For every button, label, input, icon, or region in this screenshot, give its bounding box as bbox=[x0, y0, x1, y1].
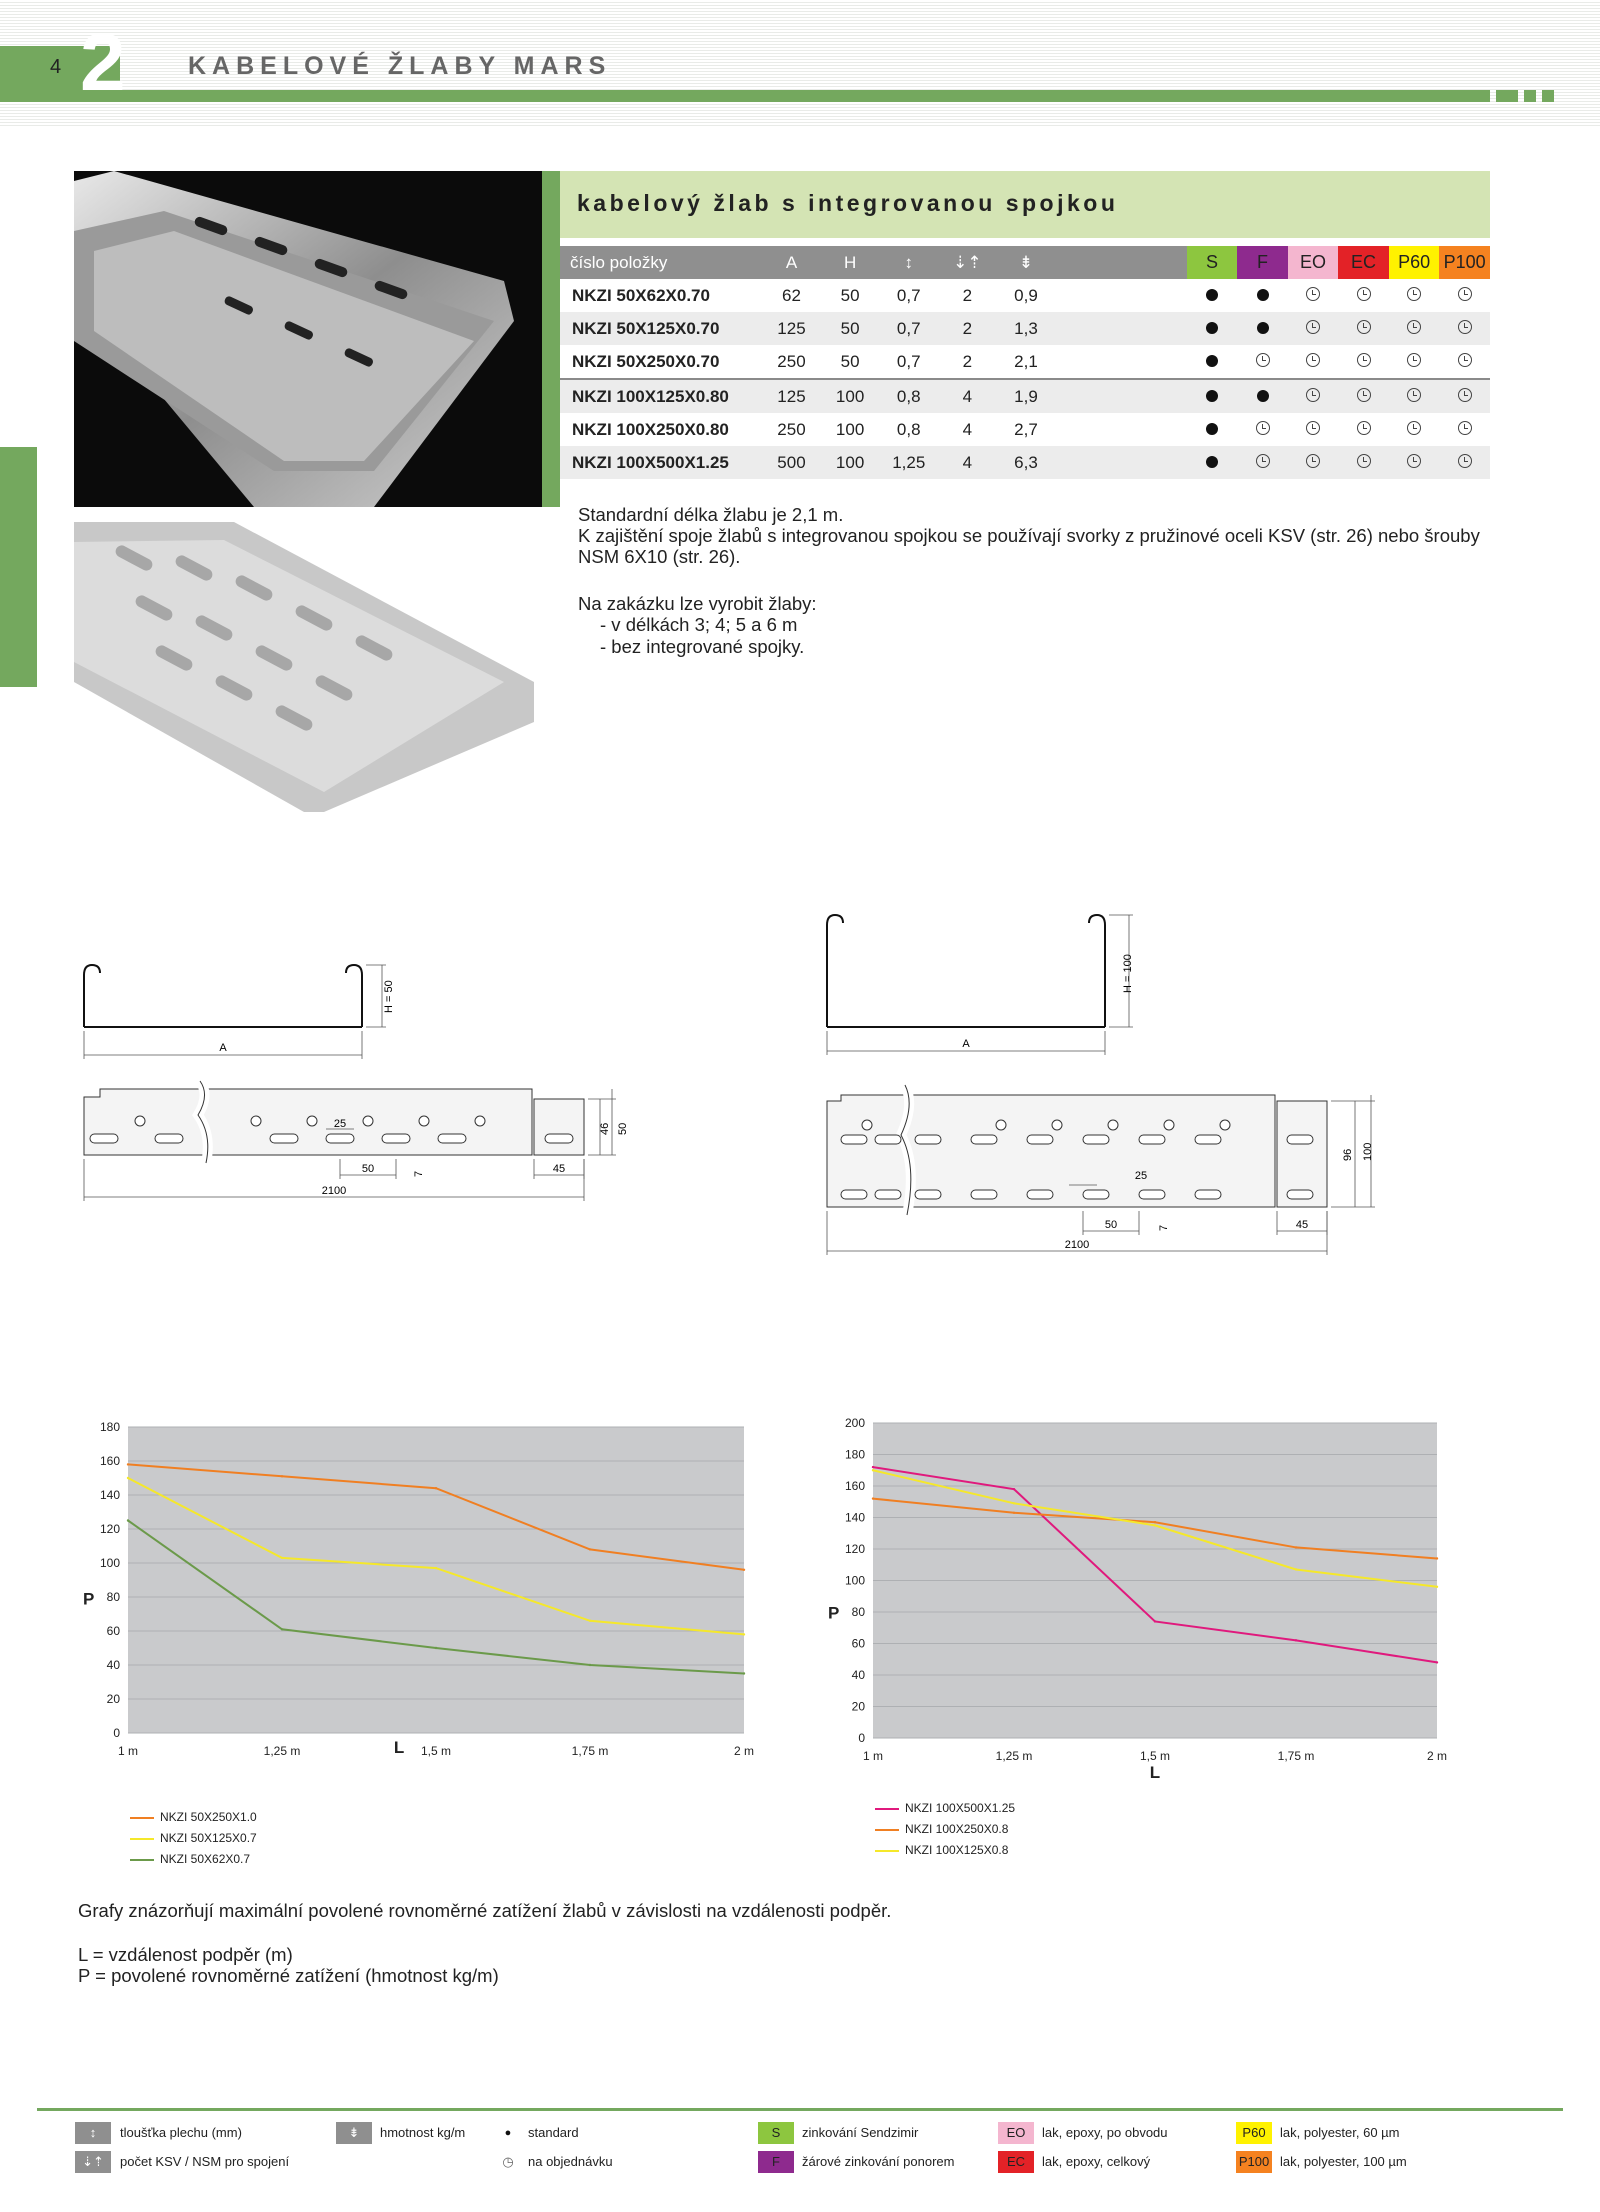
photo-green-strip bbox=[542, 171, 560, 507]
chart-caption: Grafy znázorňují maximální povolené rovnoměrné zatížení žlabů v závislosti na vzdálenosti podpěr. bbox=[78, 1900, 892, 1921]
cell-H: 50 bbox=[840, 351, 860, 371]
cell-A: 62 bbox=[782, 285, 801, 305]
finish-cell bbox=[1338, 446, 1389, 479]
finish-cell bbox=[1338, 312, 1389, 345]
data-point bbox=[872, 1469, 874, 1471]
table-row bbox=[560, 279, 1490, 312]
legend-item bbox=[875, 1801, 1015, 1815]
dim-a-label: A bbox=[962, 1038, 970, 1050]
dim-h-label: H = 50 bbox=[383, 980, 395, 1013]
order-clock-icon bbox=[1306, 454, 1320, 468]
dim-h-label: H = 100 bbox=[1122, 954, 1134, 993]
y-tick-label: 180 bbox=[844, 1447, 865, 1462]
order-clock-icon bbox=[1407, 287, 1421, 301]
drawing-left bbox=[70, 955, 630, 1215]
order-clock-icon bbox=[1306, 388, 1320, 402]
col-header-spacer bbox=[1055, 246, 1186, 279]
page-title: KABELOVÉ ŽLABY MARS bbox=[188, 52, 612, 80]
y-tick-label: 200 bbox=[844, 1416, 865, 1430]
x-axis-label: L bbox=[1149, 1763, 1161, 1782]
item-code: NKZI 50X62X0.70 bbox=[572, 285, 710, 305]
legend-label: NKZI 50X250X1.0 bbox=[160, 1810, 257, 1824]
data-point bbox=[872, 1466, 874, 1468]
item-code: NKZI 100X125X0.80 bbox=[560, 379, 762, 413]
finish-cell bbox=[1389, 312, 1440, 345]
spacer-cell bbox=[1055, 446, 1186, 479]
y-tick-label: 20 bbox=[851, 1699, 865, 1714]
legend-weight: hmotnost kg/m bbox=[380, 2125, 466, 2140]
standard-dot-icon bbox=[1206, 423, 1218, 435]
header-square bbox=[1542, 90, 1554, 102]
order-clock-icon bbox=[1407, 454, 1421, 468]
cell-m: 1,9 bbox=[997, 379, 1056, 413]
finish-cell bbox=[1237, 345, 1288, 379]
finish-cell bbox=[1439, 413, 1490, 446]
note-order-title: Na zakázku lze vyrobit žlaby: bbox=[578, 593, 817, 614]
finish-cell bbox=[1439, 379, 1490, 413]
data-point bbox=[435, 1647, 437, 1649]
finish-cell bbox=[1338, 379, 1389, 413]
finish-cell bbox=[1187, 379, 1238, 413]
order-clock-icon bbox=[1458, 388, 1472, 402]
spacer-cell bbox=[1055, 345, 1186, 379]
note-standard-length: Standardní délka žlabu je 2,1 m. bbox=[578, 504, 844, 525]
table-row bbox=[560, 312, 1490, 345]
x-tick-label: 1 m bbox=[117, 1744, 139, 1758]
standard-dot-icon: ● bbox=[504, 2127, 512, 2139]
order-clock-icon bbox=[1407, 353, 1421, 367]
finish-cell bbox=[1439, 345, 1490, 379]
x-tick-label: 2 m bbox=[733, 1744, 755, 1758]
y-tick-label: 120 bbox=[99, 1522, 120, 1536]
finish-cell bbox=[1187, 279, 1238, 312]
x-tick-label: 1,25 m bbox=[263, 1744, 301, 1758]
order-clock-icon bbox=[1407, 421, 1421, 435]
finish-eo-swatch: EO bbox=[998, 2122, 1034, 2144]
col-header-thickness: ↕ bbox=[879, 246, 938, 279]
standard-dot-icon bbox=[1206, 456, 1218, 468]
note-joint-2: NSM 6X10 (str. 26). bbox=[578, 546, 741, 567]
col-header-a: A bbox=[762, 246, 821, 279]
col-header-finish-p60: P60 bbox=[1389, 246, 1440, 279]
cell-H: 100 bbox=[821, 379, 880, 413]
side-tab bbox=[0, 447, 37, 687]
finish-cell bbox=[1389, 345, 1440, 379]
y-tick-label: 180 bbox=[99, 1420, 120, 1434]
data-point bbox=[589, 1664, 591, 1666]
finish-cell bbox=[1439, 279, 1490, 312]
dim-slot-7: 7 bbox=[413, 1170, 425, 1177]
item-code: NKZI 100X250X0.80 bbox=[572, 419, 729, 439]
header-square bbox=[1496, 90, 1518, 102]
y-tick-label: 80 bbox=[106, 1590, 120, 1604]
cell-m: 1,3 bbox=[997, 312, 1056, 345]
load-chart-h100 bbox=[820, 1405, 1520, 1795]
data-point bbox=[1154, 1524, 1156, 1526]
x-tick-label: 1,75 m bbox=[571, 1744, 609, 1758]
y-tick-label: 100 bbox=[844, 1573, 865, 1588]
note-joint-1: K zajištění spoje žlabů s integrovanou spojkou se používají svorky z pružinové oceli KSV (str. 26) nebo šrouby bbox=[578, 525, 1480, 546]
cell-A: 250 bbox=[777, 419, 806, 439]
order-clock-icon bbox=[1306, 320, 1320, 334]
table-header-row bbox=[560, 246, 1490, 279]
legend-swatch bbox=[875, 1808, 899, 1810]
legend-label: NKZI 50X125X0.7 bbox=[160, 1831, 257, 1845]
cell-m: 2,7 bbox=[1014, 419, 1038, 439]
count-icon: ⇣⇡ bbox=[75, 2151, 111, 2173]
cell-H: 50 bbox=[821, 312, 880, 345]
cell-t: 0,8 bbox=[879, 379, 938, 413]
dim-joint-45: 45 bbox=[552, 1163, 566, 1175]
y-tick-label: 140 bbox=[99, 1488, 120, 1502]
legend-thickness: tloušťka plechu (mm) bbox=[120, 2125, 242, 2140]
data-point bbox=[743, 1569, 745, 1571]
dim-height-96: 96 bbox=[1342, 1148, 1354, 1161]
cell-n: 4 bbox=[938, 446, 997, 479]
finish-cell bbox=[1187, 446, 1238, 479]
legend-finish-ec: lak, epoxy, celkový bbox=[1042, 2154, 1151, 2169]
order-clock-icon bbox=[1458, 287, 1472, 301]
finish-cell bbox=[1439, 446, 1490, 479]
standard-dot-icon bbox=[1257, 289, 1269, 301]
header-green-bar bbox=[120, 90, 1490, 102]
finish-s-swatch: S bbox=[758, 2122, 794, 2144]
cell-A: 125 bbox=[762, 312, 821, 345]
finish-cell bbox=[1288, 379, 1339, 413]
col-header-weight: ⇟ bbox=[997, 246, 1056, 279]
product-photo-light bbox=[74, 522, 542, 812]
y-tick-label: 0 bbox=[858, 1731, 865, 1745]
order-clock-icon bbox=[1256, 454, 1270, 468]
data-point bbox=[1154, 1521, 1156, 1523]
x-tick-label: 1 m bbox=[862, 1749, 884, 1763]
order-clock-icon bbox=[1357, 388, 1371, 402]
legend-swatch bbox=[130, 1859, 154, 1861]
data-point bbox=[1295, 1546, 1297, 1548]
item-code: NKZI 100X500X1.25 bbox=[560, 446, 762, 479]
order-clock-icon bbox=[1357, 421, 1371, 435]
cell-n: 2 bbox=[938, 312, 997, 345]
finish-cell bbox=[1288, 413, 1339, 446]
legend-p-definition: P = povolené rovnoměrné zatížení (hmotnost kg/m) bbox=[78, 1965, 499, 1986]
x-tick-label: 1,25 m bbox=[995, 1749, 1033, 1763]
dim-height-50: 50 bbox=[617, 1122, 629, 1135]
y-tick-label: 0 bbox=[113, 1726, 120, 1740]
finish-cell bbox=[1237, 413, 1288, 446]
data-point bbox=[743, 1633, 745, 1635]
dim-slot-7: 7 bbox=[1158, 1224, 1170, 1231]
legend-l-definition: L = vzdálenost podpěr (m) bbox=[78, 1944, 293, 1965]
y-tick-label: 60 bbox=[851, 1636, 865, 1651]
x-axis-label: L bbox=[393, 1738, 405, 1757]
legend-swatch bbox=[875, 1850, 899, 1852]
table-row bbox=[560, 345, 1490, 379]
col-header-finish-s: S bbox=[1187, 246, 1238, 279]
dim-pitch-50: 50 bbox=[361, 1163, 375, 1175]
x-tick-label: 2 m bbox=[1426, 1749, 1448, 1763]
col-header-count: ⇣⇡ bbox=[938, 246, 997, 279]
col-header-code: číslo položky bbox=[560, 246, 762, 279]
y-tick-label: 20 bbox=[106, 1692, 120, 1706]
data-point bbox=[435, 1567, 437, 1569]
legend-item bbox=[875, 1822, 1008, 1836]
legend-label: NKZI 100X500X1.25 bbox=[905, 1801, 1016, 1815]
y-axis-label: P bbox=[828, 1603, 840, 1623]
note-order-nojoint: - bez integrované spojky. bbox=[600, 636, 805, 657]
legend-finish-p100: lak, polyester, 100 µm bbox=[1280, 2154, 1407, 2169]
cell-A: 250 bbox=[777, 351, 806, 371]
cell-H: 100 bbox=[835, 419, 865, 439]
data-point bbox=[1013, 1502, 1015, 1504]
finish-cell bbox=[1288, 312, 1339, 345]
legend-standard: standard bbox=[528, 2125, 579, 2140]
finish-cell bbox=[1237, 279, 1288, 312]
finish-cell bbox=[1338, 279, 1389, 312]
data-point bbox=[1013, 1488, 1015, 1490]
dim-length-2100: 2100 bbox=[1064, 1239, 1090, 1251]
order-clock-icon: ◷ bbox=[502, 2154, 514, 2169]
y-tick-label: 120 bbox=[844, 1542, 865, 1556]
item-code: NKZI 50X125X0.70 bbox=[560, 312, 762, 345]
dim-pitch-50: 50 bbox=[1104, 1219, 1118, 1231]
order-clock-icon bbox=[1306, 353, 1320, 367]
finish-cell bbox=[1237, 446, 1288, 479]
legend-item bbox=[130, 1852, 250, 1866]
finish-cell bbox=[1288, 345, 1339, 379]
order-clock-icon bbox=[1306, 287, 1320, 301]
drawing-right bbox=[815, 905, 1415, 1265]
standard-dot-icon bbox=[1206, 390, 1218, 402]
finish-cell bbox=[1389, 279, 1440, 312]
cell-t: 0,7 bbox=[879, 312, 938, 345]
legend-swatch bbox=[130, 1838, 154, 1840]
table-row bbox=[560, 379, 1490, 413]
y-tick-label: 160 bbox=[99, 1454, 120, 1468]
y-tick-label: 140 bbox=[844, 1510, 865, 1525]
y-axis-label: P bbox=[83, 1589, 95, 1609]
data-point bbox=[1295, 1639, 1297, 1641]
thickness-icon: ↕ bbox=[75, 2122, 111, 2144]
cell-A: 125 bbox=[762, 379, 821, 413]
col-header-finish-f: F bbox=[1237, 246, 1288, 279]
footer-divider bbox=[37, 2108, 1563, 2111]
cell-n: 2 bbox=[962, 351, 973, 371]
legend-count: počet KSV / NSM pro spojení bbox=[120, 2154, 290, 2169]
note-order-lengths: - v délkách 3; 4; 5 a 6 m bbox=[600, 614, 798, 635]
order-clock-icon bbox=[1357, 353, 1371, 367]
cell-t: 0,8 bbox=[896, 419, 921, 439]
header-square bbox=[1524, 90, 1536, 102]
dim-length-2100: 2100 bbox=[321, 1185, 347, 1197]
finish-cell bbox=[1288, 279, 1339, 312]
order-clock-icon bbox=[1458, 454, 1472, 468]
legend-label: NKZI 100X250X0.8 bbox=[905, 1822, 1009, 1836]
standard-dot-icon bbox=[1206, 355, 1218, 367]
product-photo-dark bbox=[74, 171, 542, 507]
load-chart-h50 bbox=[70, 1405, 770, 1765]
legend-label: NKZI 50X62X0.7 bbox=[160, 1852, 251, 1866]
finish-cell bbox=[1389, 446, 1440, 479]
standard-dot-icon bbox=[1206, 289, 1218, 301]
legend-swatch bbox=[130, 1817, 154, 1819]
y-tick-label: 40 bbox=[851, 1668, 865, 1682]
cell-m: 0,9 bbox=[1014, 285, 1038, 305]
x-tick-label: 1,75 m bbox=[1277, 1749, 1315, 1763]
data-point bbox=[127, 1463, 129, 1465]
finish-cell bbox=[1338, 345, 1389, 379]
legend-item bbox=[875, 1843, 1008, 1857]
col-header-finish-p100: P100 bbox=[1439, 246, 1490, 279]
finish-cell bbox=[1187, 413, 1238, 446]
data-point bbox=[1154, 1620, 1156, 1622]
cell-t: 0,7 bbox=[896, 285, 921, 305]
order-clock-icon bbox=[1357, 454, 1371, 468]
col-header-finish-eo: EO bbox=[1288, 246, 1339, 279]
finish-cell bbox=[1389, 413, 1440, 446]
col-header-finish-ec: EC bbox=[1338, 246, 1389, 279]
legend-swatch bbox=[875, 1829, 899, 1831]
finish-cell bbox=[1237, 312, 1288, 345]
x-tick-label: 1,5 m bbox=[420, 1744, 452, 1758]
legend-order: na objednávku bbox=[528, 2154, 613, 2169]
table-row bbox=[560, 446, 1490, 479]
y-tick-label: 160 bbox=[844, 1479, 865, 1493]
col-header-h: H bbox=[821, 246, 880, 279]
data-point bbox=[127, 1477, 129, 1479]
cell-n: 2 bbox=[962, 285, 973, 305]
legend-finish-f: žárové zinkování ponorem bbox=[802, 2154, 955, 2169]
order-clock-icon bbox=[1256, 421, 1270, 435]
order-clock-icon bbox=[1306, 421, 1320, 435]
finish-p60-swatch: P60 bbox=[1236, 2122, 1272, 2144]
cell-n: 4 bbox=[938, 379, 997, 413]
dim-slot-25: 25 bbox=[1134, 1170, 1148, 1182]
spacer-cell bbox=[1055, 379, 1186, 413]
data-point bbox=[127, 1519, 129, 1521]
dim-height-100: 100 bbox=[1362, 1142, 1374, 1161]
finish-f-swatch: F bbox=[758, 2151, 794, 2173]
legend-finish-p60: lak, polyester, 60 µm bbox=[1280, 2125, 1400, 2140]
cell-m: 2,1 bbox=[1014, 351, 1038, 371]
cell-H: 100 bbox=[821, 446, 880, 479]
finish-cell bbox=[1338, 413, 1389, 446]
data-point bbox=[1013, 1512, 1015, 1514]
x-tick-label: 1,5 m bbox=[1139, 1749, 1171, 1763]
order-clock-icon bbox=[1458, 421, 1472, 435]
dim-joint-45: 45 bbox=[1295, 1219, 1309, 1231]
chapter-number: 2 bbox=[80, 17, 126, 108]
legend-finish-s: zinkování Sendzimir bbox=[802, 2125, 919, 2140]
finish-cell bbox=[1389, 379, 1440, 413]
cell-t: 1,25 bbox=[879, 446, 938, 479]
order-clock-icon bbox=[1256, 353, 1270, 367]
finish-cell bbox=[1439, 312, 1490, 345]
dim-a-label: A bbox=[219, 1042, 227, 1054]
data-point bbox=[1295, 1568, 1297, 1570]
data-point bbox=[1436, 1557, 1438, 1559]
cell-A: 500 bbox=[762, 446, 821, 479]
data-point bbox=[743, 1672, 745, 1674]
standard-dot-icon bbox=[1257, 390, 1269, 402]
finish-cell bbox=[1187, 345, 1238, 379]
y-tick-label: 60 bbox=[106, 1624, 120, 1638]
product-title: kabelový žlab s integrovanou spojkou bbox=[577, 190, 1119, 216]
finish-ec-swatch: EC bbox=[998, 2151, 1034, 2173]
y-tick-label: 40 bbox=[106, 1658, 120, 1672]
order-clock-icon bbox=[1357, 320, 1371, 334]
dim-height-46: 46 bbox=[599, 1122, 611, 1135]
data-point bbox=[281, 1628, 283, 1630]
data-point bbox=[1436, 1586, 1438, 1588]
item-code: NKZI 50X250X0.70 bbox=[572, 351, 720, 371]
order-clock-icon bbox=[1458, 353, 1472, 367]
finish-cell bbox=[1237, 379, 1288, 413]
legend-label: NKZI 100X125X0.8 bbox=[905, 1843, 1009, 1857]
data-point bbox=[281, 1557, 283, 1559]
table-row bbox=[560, 413, 1490, 446]
data-point bbox=[435, 1487, 437, 1489]
order-clock-icon bbox=[1407, 320, 1421, 334]
data-point bbox=[872, 1497, 874, 1499]
legend-item bbox=[130, 1810, 257, 1824]
cell-H: 50 bbox=[840, 285, 860, 305]
cell-m: 6,3 bbox=[997, 446, 1056, 479]
weight-icon: ⇟ bbox=[336, 2122, 372, 2144]
data-point bbox=[589, 1548, 591, 1550]
standard-dot-icon bbox=[1206, 322, 1218, 334]
cell-t: 0,7 bbox=[896, 351, 921, 371]
order-clock-icon bbox=[1458, 320, 1472, 334]
y-tick-label: 100 bbox=[99, 1556, 120, 1570]
finish-cell bbox=[1288, 446, 1339, 479]
y-tick-label: 80 bbox=[851, 1605, 865, 1619]
spacer-cell bbox=[1055, 312, 1186, 345]
plot-area bbox=[128, 1427, 744, 1733]
finish-p100-swatch: P100 bbox=[1236, 2151, 1272, 2173]
cell-n: 4 bbox=[962, 419, 973, 439]
spacer-cell bbox=[1055, 413, 1186, 446]
data-point bbox=[589, 1620, 591, 1622]
finish-cell bbox=[1187, 312, 1238, 345]
data-point bbox=[281, 1475, 283, 1477]
product-table bbox=[560, 246, 1490, 479]
order-clock-icon bbox=[1407, 388, 1421, 402]
page-number: 4 bbox=[50, 56, 62, 78]
order-clock-icon bbox=[1357, 287, 1371, 301]
legend-finish-eo: lak, epoxy, po obvodu bbox=[1042, 2125, 1168, 2140]
spacer-cell bbox=[1055, 279, 1186, 312]
legend-item bbox=[130, 1831, 257, 1845]
standard-dot-icon bbox=[1257, 322, 1269, 334]
dim-slot-25: 25 bbox=[333, 1118, 347, 1130]
data-point bbox=[1436, 1661, 1438, 1663]
